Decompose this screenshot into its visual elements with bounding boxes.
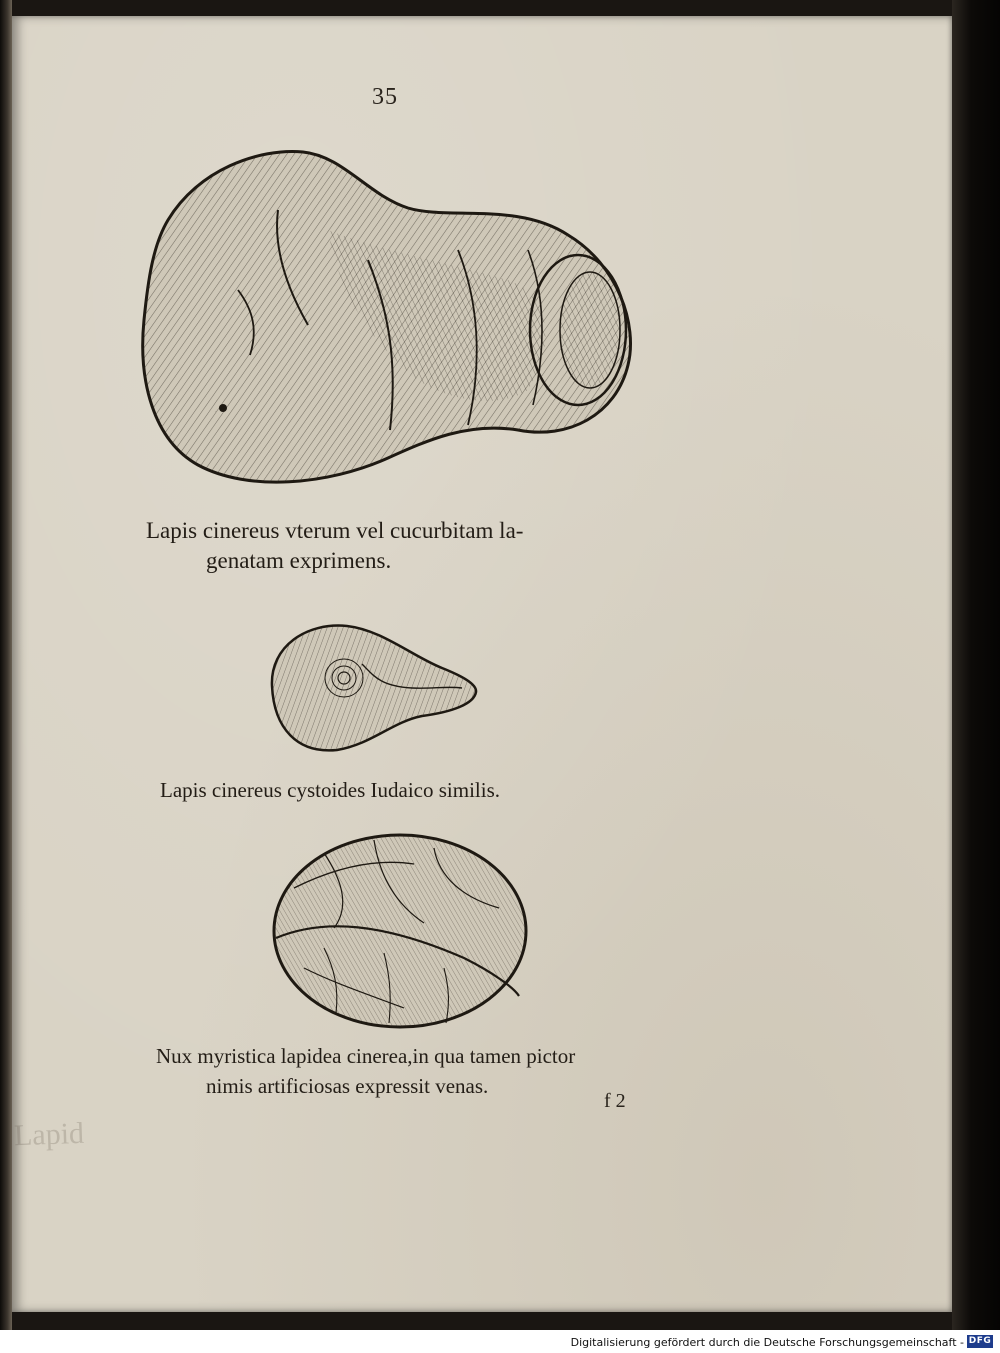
figure-2-caption: Lapis cinereus cystoides Iudaico similis. bbox=[160, 778, 501, 802]
figure-1-caption-line-1: Lapis cinereus vterum vel cucurbitam la- bbox=[146, 518, 524, 543]
teardrop-stone-illustration bbox=[262, 616, 486, 758]
dfg-logo-icon[interactable]: DFG bbox=[968, 1336, 992, 1346]
figure-1-caption-line-2: genatam exprimens. bbox=[206, 548, 392, 573]
page-edge-dark bbox=[952, 0, 1000, 1330]
book-spine-shadow bbox=[0, 0, 12, 1330]
gourd-stone-illustration bbox=[128, 140, 648, 500]
signature-mark: f 2 bbox=[604, 1090, 626, 1112]
figure-3-caption-line-1: Nux myristica lapidea cinerea,in qua tamen pictor bbox=[156, 1044, 576, 1068]
figure-3-caption-line-2: nimis artificiosas expressit venas. bbox=[206, 1074, 489, 1098]
funding-credit-text: Digitalisierung gefördert durch die Deutsche Forschungsgemeinschaft - bbox=[570, 1336, 964, 1349]
stone-nutmeg-illustration bbox=[264, 828, 536, 1034]
page-number: 35 bbox=[372, 84, 398, 110]
bleed-through-text: Lapid bbox=[13, 1116, 85, 1153]
